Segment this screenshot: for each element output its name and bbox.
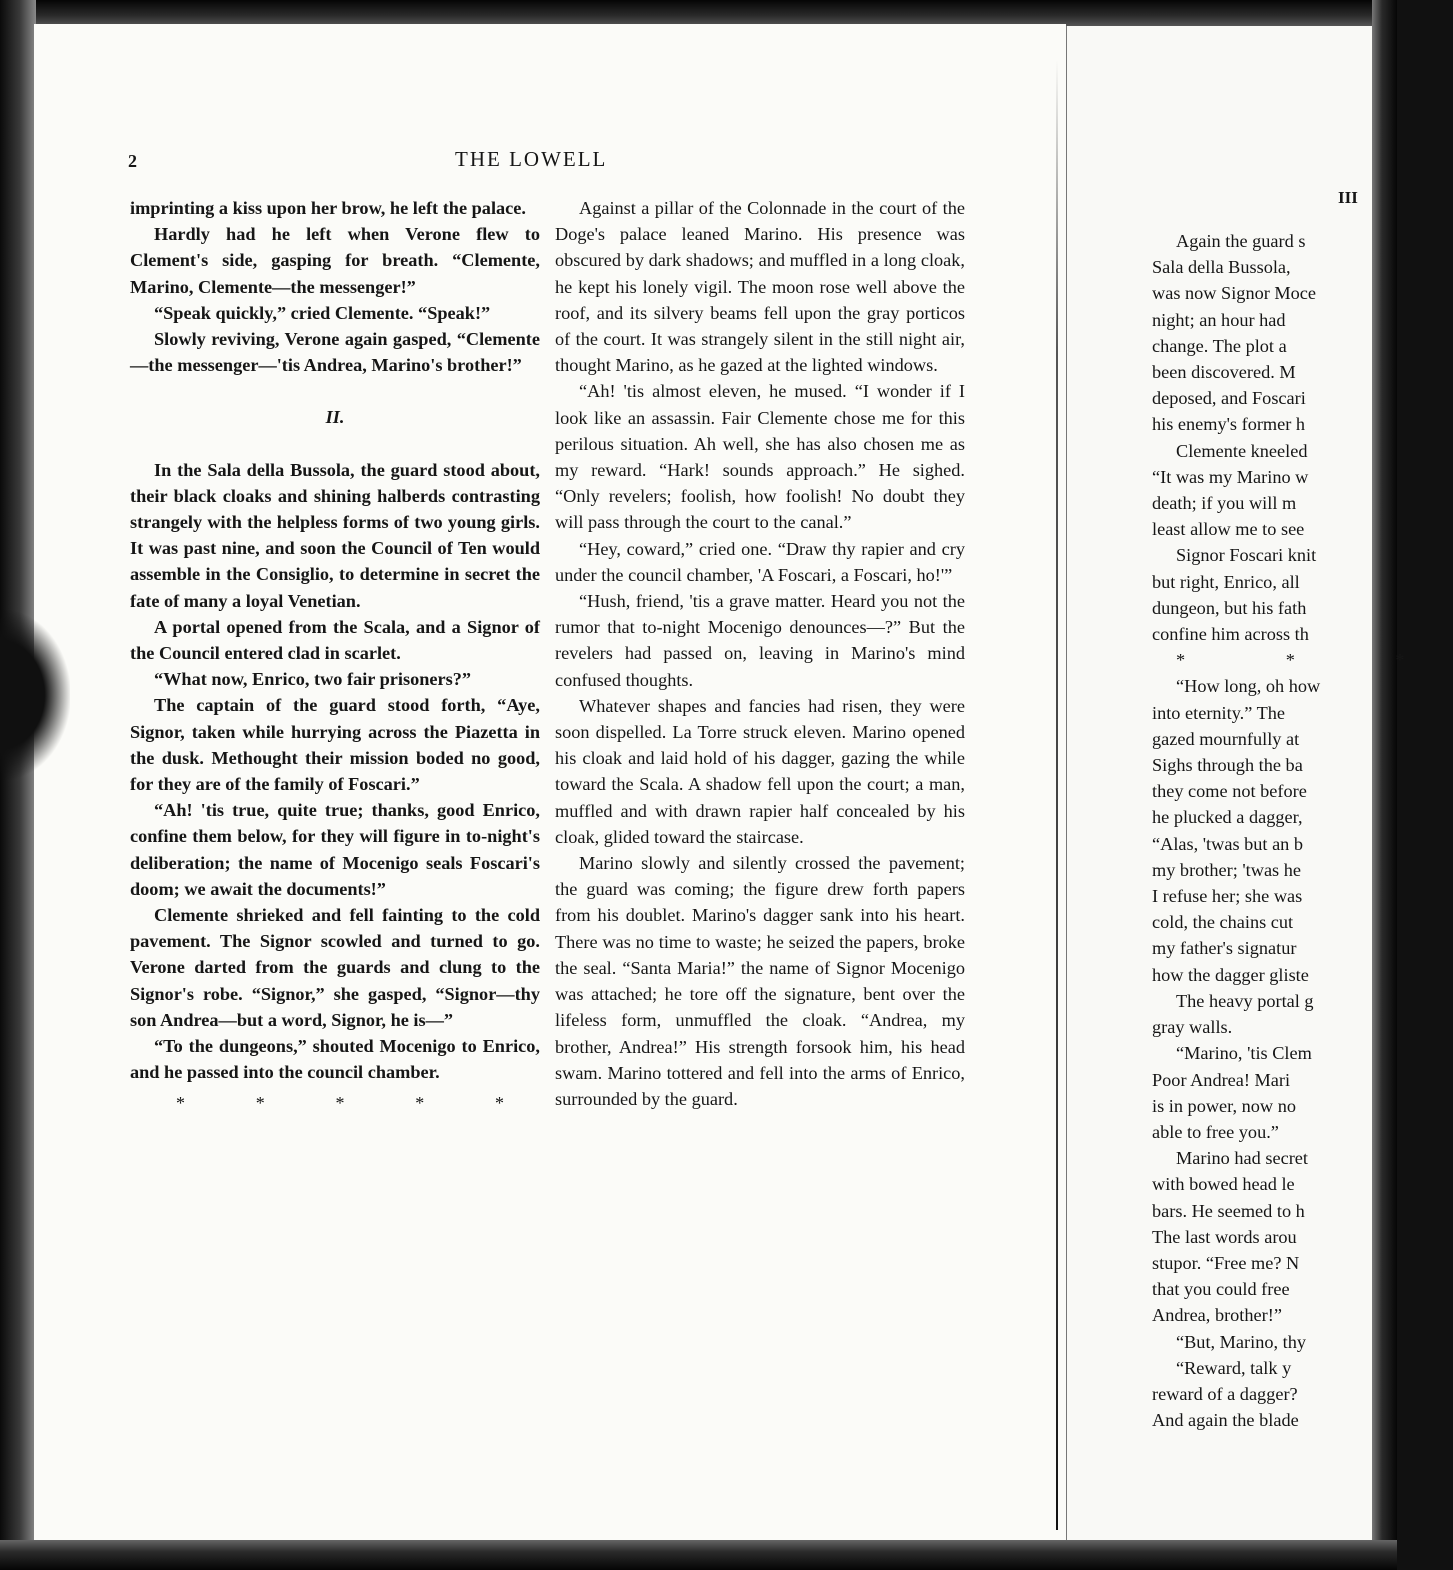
- scan-border-top: [0, 0, 1397, 26]
- text-line: Sala della Bussola,: [1152, 257, 1291, 278]
- text-line: dungeon, but his fath: [1152, 597, 1307, 618]
- paragraph: “Hey, coward,” cried one. “Draw thy rapier and cry under the council chamber, 'A Foscari, a Foscari, ho!'”: [555, 538, 965, 585]
- column-1: [130, 195, 540, 1116]
- paragraph: “Hush, friend, 'tis a grave matter. Heard you not the rumor that to-night Mocenigo denounces—?” But the revelers had passed on, leaving in Marino's mind confused thoughts.: [555, 591, 965, 690]
- text-line: “It was my Marino w: [1152, 466, 1309, 487]
- column-3: [1152, 228, 1452, 1433]
- section-heading: II.: [325, 407, 345, 428]
- text-line: bars. He seemed to h: [1152, 1200, 1305, 1221]
- text-line: “How long, oh how: [1176, 676, 1321, 697]
- text-line: Marino had secret: [1176, 1148, 1308, 1169]
- paragraph: Slowly reviving, Verone again gasped, “Clemente—the messenger—'tis Andrea, Marino's brother!”: [130, 329, 540, 376]
- text-line: Again the guard s: [1176, 231, 1306, 251]
- paragraph: Whatever shapes and fancies had risen, they were soon dispelled. La Torre struck eleven. Marino opened his cloak and laid hold of his dagger, gazing the while toward the Scala. A shadow fell upon the court; a man, muffled and with drawn rapier half concealed by his cloak, glided toward the staircase.: [555, 695, 965, 847]
- text-line: they come not before: [1152, 781, 1307, 802]
- text-line: that you could free: [1152, 1279, 1290, 1300]
- asterisk: *: [255, 1092, 265, 1113]
- text-line: “Alas, 'twas but an b: [1152, 833, 1304, 854]
- text-line: been discovered. M: [1152, 362, 1296, 383]
- column-3-clipped: [1066, 26, 1453, 1540]
- section-divider: [130, 1086, 540, 1116]
- text-line: confine him across th: [1152, 624, 1309, 645]
- scan-border-bottom: [0, 1540, 1397, 1570]
- text-line: “Marino, 'tis Clem: [1176, 1043, 1312, 1064]
- text-line: deposed, and Foscari: [1152, 388, 1306, 409]
- paragraph: imprinting a kiss upon her brow, he left the palace.: [130, 198, 526, 218]
- paragraph: “Ah! 'tis true, quite true; thanks, good Enrico, confine them below, for they will figure in to-night's deliberation; the name of Mocenigo seals Foscari's doom; we await the documents!”: [130, 800, 540, 899]
- text-line: “Reward, talk y: [1176, 1357, 1292, 1378]
- paragraph: A portal opened from the Scala, and a Signor of the Council entered clad in scarlet.: [130, 616, 540, 664]
- page-gutter: [1056, 60, 1058, 1530]
- asterisk: *: [415, 1092, 425, 1113]
- paragraph: Hardly had he left when Verone flew to Clement's side, gasping for breath. “Clemente, Marino, Clemente—the messenger!”: [130, 224, 540, 297]
- text-line: he plucked a dagger,: [1152, 807, 1303, 828]
- asterisk: *: [495, 1092, 504, 1113]
- text-line: how the dagger gliste: [1152, 964, 1309, 985]
- text-line: The heavy portal g: [1176, 990, 1314, 1011]
- text-line: his enemy's former h: [1152, 414, 1306, 435]
- text-line: I refuse her; she was: [1152, 886, 1303, 907]
- paragraph: “What now, Enrico, two fair prisoners?”: [154, 669, 472, 690]
- text-line: Poor Andrea! Mari: [1152, 1069, 1291, 1090]
- column-2: [555, 195, 965, 1112]
- text-line: Sighs through the ba: [1152, 755, 1303, 776]
- paragraph: The captain of the guard stood forth, “Aye, Signor, taken while hurrying across the Piazetta in the dusk. Methought their mission boded no good, for they are of the family of Foscari.”: [130, 695, 540, 795]
- text-line: reward of a dagger?: [1152, 1383, 1298, 1404]
- text-line: Signor Foscari knit: [1176, 545, 1317, 566]
- text-line: my father's signatur: [1152, 938, 1297, 959]
- text-line: Clemente kneeled: [1176, 440, 1308, 461]
- paragraph: In the Sala della Bussola, the guard stood about, their black cloaks and shining halberds contrasting strangely with the helpless forms of two young girls. It was past nine, and soon the Council of Ten would assemble in the Consiglio, to determine in secret the fate of many a loyal Venetian.: [130, 459, 540, 611]
- section-divider: * * *: [1176, 650, 1453, 671]
- page-number: 2: [128, 151, 137, 171]
- running-head: THE LOWELL: [455, 147, 608, 171]
- paragraph: “To the dungeons,” shouted Mocenigo to Enrico, and he passed into the council chamber.: [130, 1036, 540, 1083]
- text-line: “But, Marino, thy: [1176, 1331, 1306, 1352]
- text-line: And again the blade: [1152, 1410, 1299, 1431]
- text-line: was now Signor Moce: [1152, 283, 1317, 304]
- text-line: The last words arou: [1152, 1226, 1297, 1247]
- text-line: change. The plot a: [1152, 335, 1287, 356]
- text-line: cold, the chains cut: [1152, 912, 1294, 933]
- text-line: gazed mournfully at: [1152, 728, 1300, 749]
- scan-shadow-left: [0, 610, 70, 780]
- scan-border-left: [0, 0, 36, 1570]
- text-line: least allow me to see: [1152, 519, 1305, 540]
- text-line: night; an hour had: [1152, 309, 1286, 330]
- paragraph: “Ah! 'tis almost eleven, he mused. “I wonder if I look like an assassin. Fair Clemente chose me for this perilous situation. Ah well, she has also chosen me as my reward. “Hark! sounds approach.” He sighed. “Only revelers; foolish, how foolish! No doubt they will pass through the court to the canal.”: [555, 381, 965, 533]
- page-header: [120, 147, 1010, 177]
- text-line: gray walls.: [1152, 1017, 1233, 1038]
- text-line: is in power, now no: [1152, 1095, 1296, 1116]
- text-line: into eternity.” The: [1152, 702, 1286, 723]
- paragraph: Clemente shrieked and fell fainting to the cold pavement. The Signor scowled and turned to go. Verone darted from the guards and clung to the Signor's robe. “Signor,” she gasped, “Signor—thy son Andrea—but a word, Signor, he is—”: [130, 905, 540, 1030]
- text-line: but right, Enrico, all: [1152, 571, 1300, 592]
- section-heading: III: [1338, 188, 1358, 207]
- paragraph: Marino slowly and silently crossed the pavement; the guard was coming; the figure drew forth papers from his doublet. Marino's dagger sank into his heart. There was no time to waste; he seized the papers, broke the seal. “Santa Maria!” the name of Signor Mocenigo was attached; he tore off the signature, bent over the lifeless form, unmuffled the cloak. “Andrea, my brother, Andrea!” His strength forsook him, his head swam. Marino tottered and fell into the arms of Enrico, surrounded by the guard.: [555, 853, 965, 1109]
- text-line: stupor. “Free me? N: [1152, 1252, 1300, 1273]
- text-line: my brother; 'twas he: [1152, 859, 1301, 880]
- paragraph: “Speak quickly,” cried Clemente. “Speak!”: [154, 302, 491, 323]
- asterisk: *: [335, 1092, 345, 1113]
- paragraph: Against a pillar of the Colonnade in the court of the Doge's palace leaned Marino. His presence was obscured by dark shadows; and muffled in a long cloak, he kept his lonely vigil. The moon rose well above the roof, and its silvery beams fell upon the gray porticos of the court. It was strangely silent in the still night air, thought Marino, as he gazed at the lighted windows.: [555, 198, 965, 376]
- text-line: able to free you.”: [1152, 1121, 1279, 1142]
- text-line: Andrea, brother!”: [1152, 1305, 1282, 1326]
- text-line: with bowed head le: [1152, 1174, 1295, 1195]
- asterisk: *: [176, 1092, 185, 1113]
- text-line: death; if you will m: [1152, 493, 1297, 514]
